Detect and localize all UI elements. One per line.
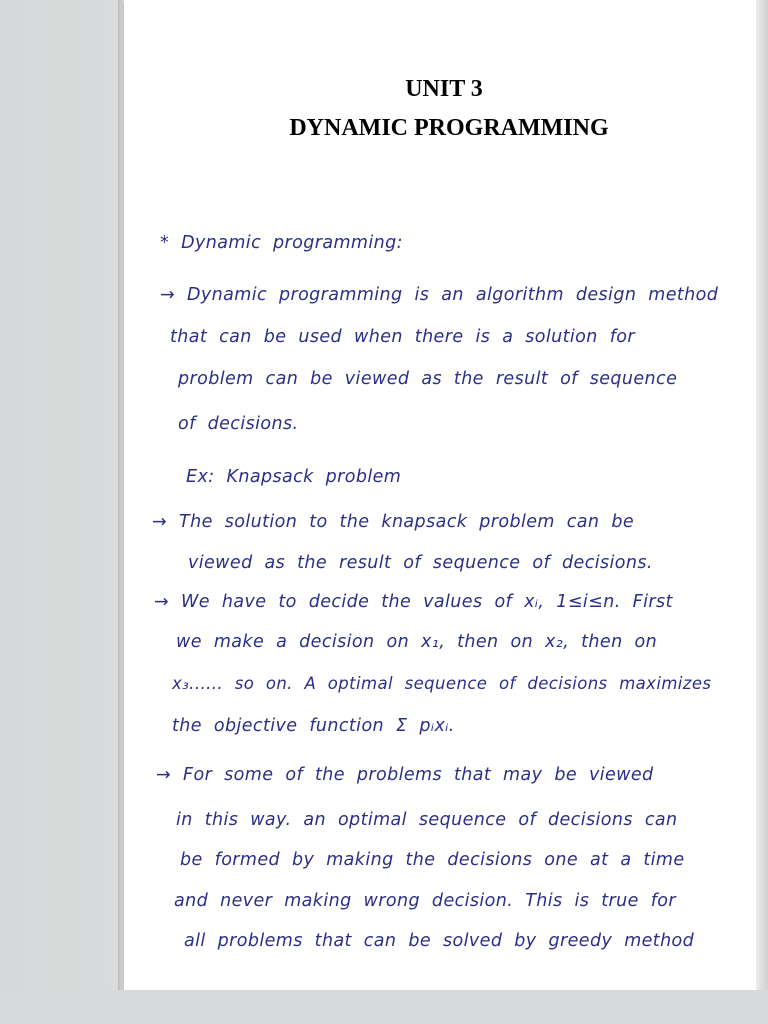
scan-bottom-margin — [0, 990, 768, 1024]
note-line: be formed by making the decisions one at a time — [180, 850, 685, 870]
note-line: → For some of the problems that may be viewed — [156, 765, 654, 785]
note-line: all problems that can be solved by greedy method — [184, 931, 695, 951]
note-line: and never making wrong decision. This is true for — [174, 891, 676, 911]
note-line: we make a decision on x₁, then on x₂, then on — [176, 632, 658, 652]
note-line: problem can be viewed as the result of sequence — [178, 369, 678, 389]
note-line: x₃...... so on. A optimal sequence of decisions maximizes — [172, 674, 712, 693]
note-line: → The solution to the knapsack problem can be — [152, 512, 635, 532]
note-line: → Dynamic programming is an algorithm design method — [160, 285, 719, 305]
note-line: the objective function Σ pᵢxᵢ. — [172, 716, 455, 736]
note-line: in this way. an optimal sequence of decisions can — [176, 810, 678, 830]
notes-heading: * Dynamic programming: — [160, 233, 403, 253]
note-line: of decisions. — [178, 414, 299, 434]
note-line: viewed as the result of sequence of decisions. — [188, 553, 653, 573]
unit-number: UNIT 3 — [405, 76, 483, 102]
note-line: → We have to decide the values of xᵢ, 1≤i≤n. First — [154, 592, 673, 612]
page-title: DYNAMIC PROGRAMMING — [289, 115, 609, 141]
note-line: that can be used when there is a solution for — [170, 327, 636, 347]
page-right-edge — [756, 0, 768, 1024]
notebook-page — [124, 0, 764, 990]
note-line: Ex: Knapsack problem — [186, 467, 402, 487]
